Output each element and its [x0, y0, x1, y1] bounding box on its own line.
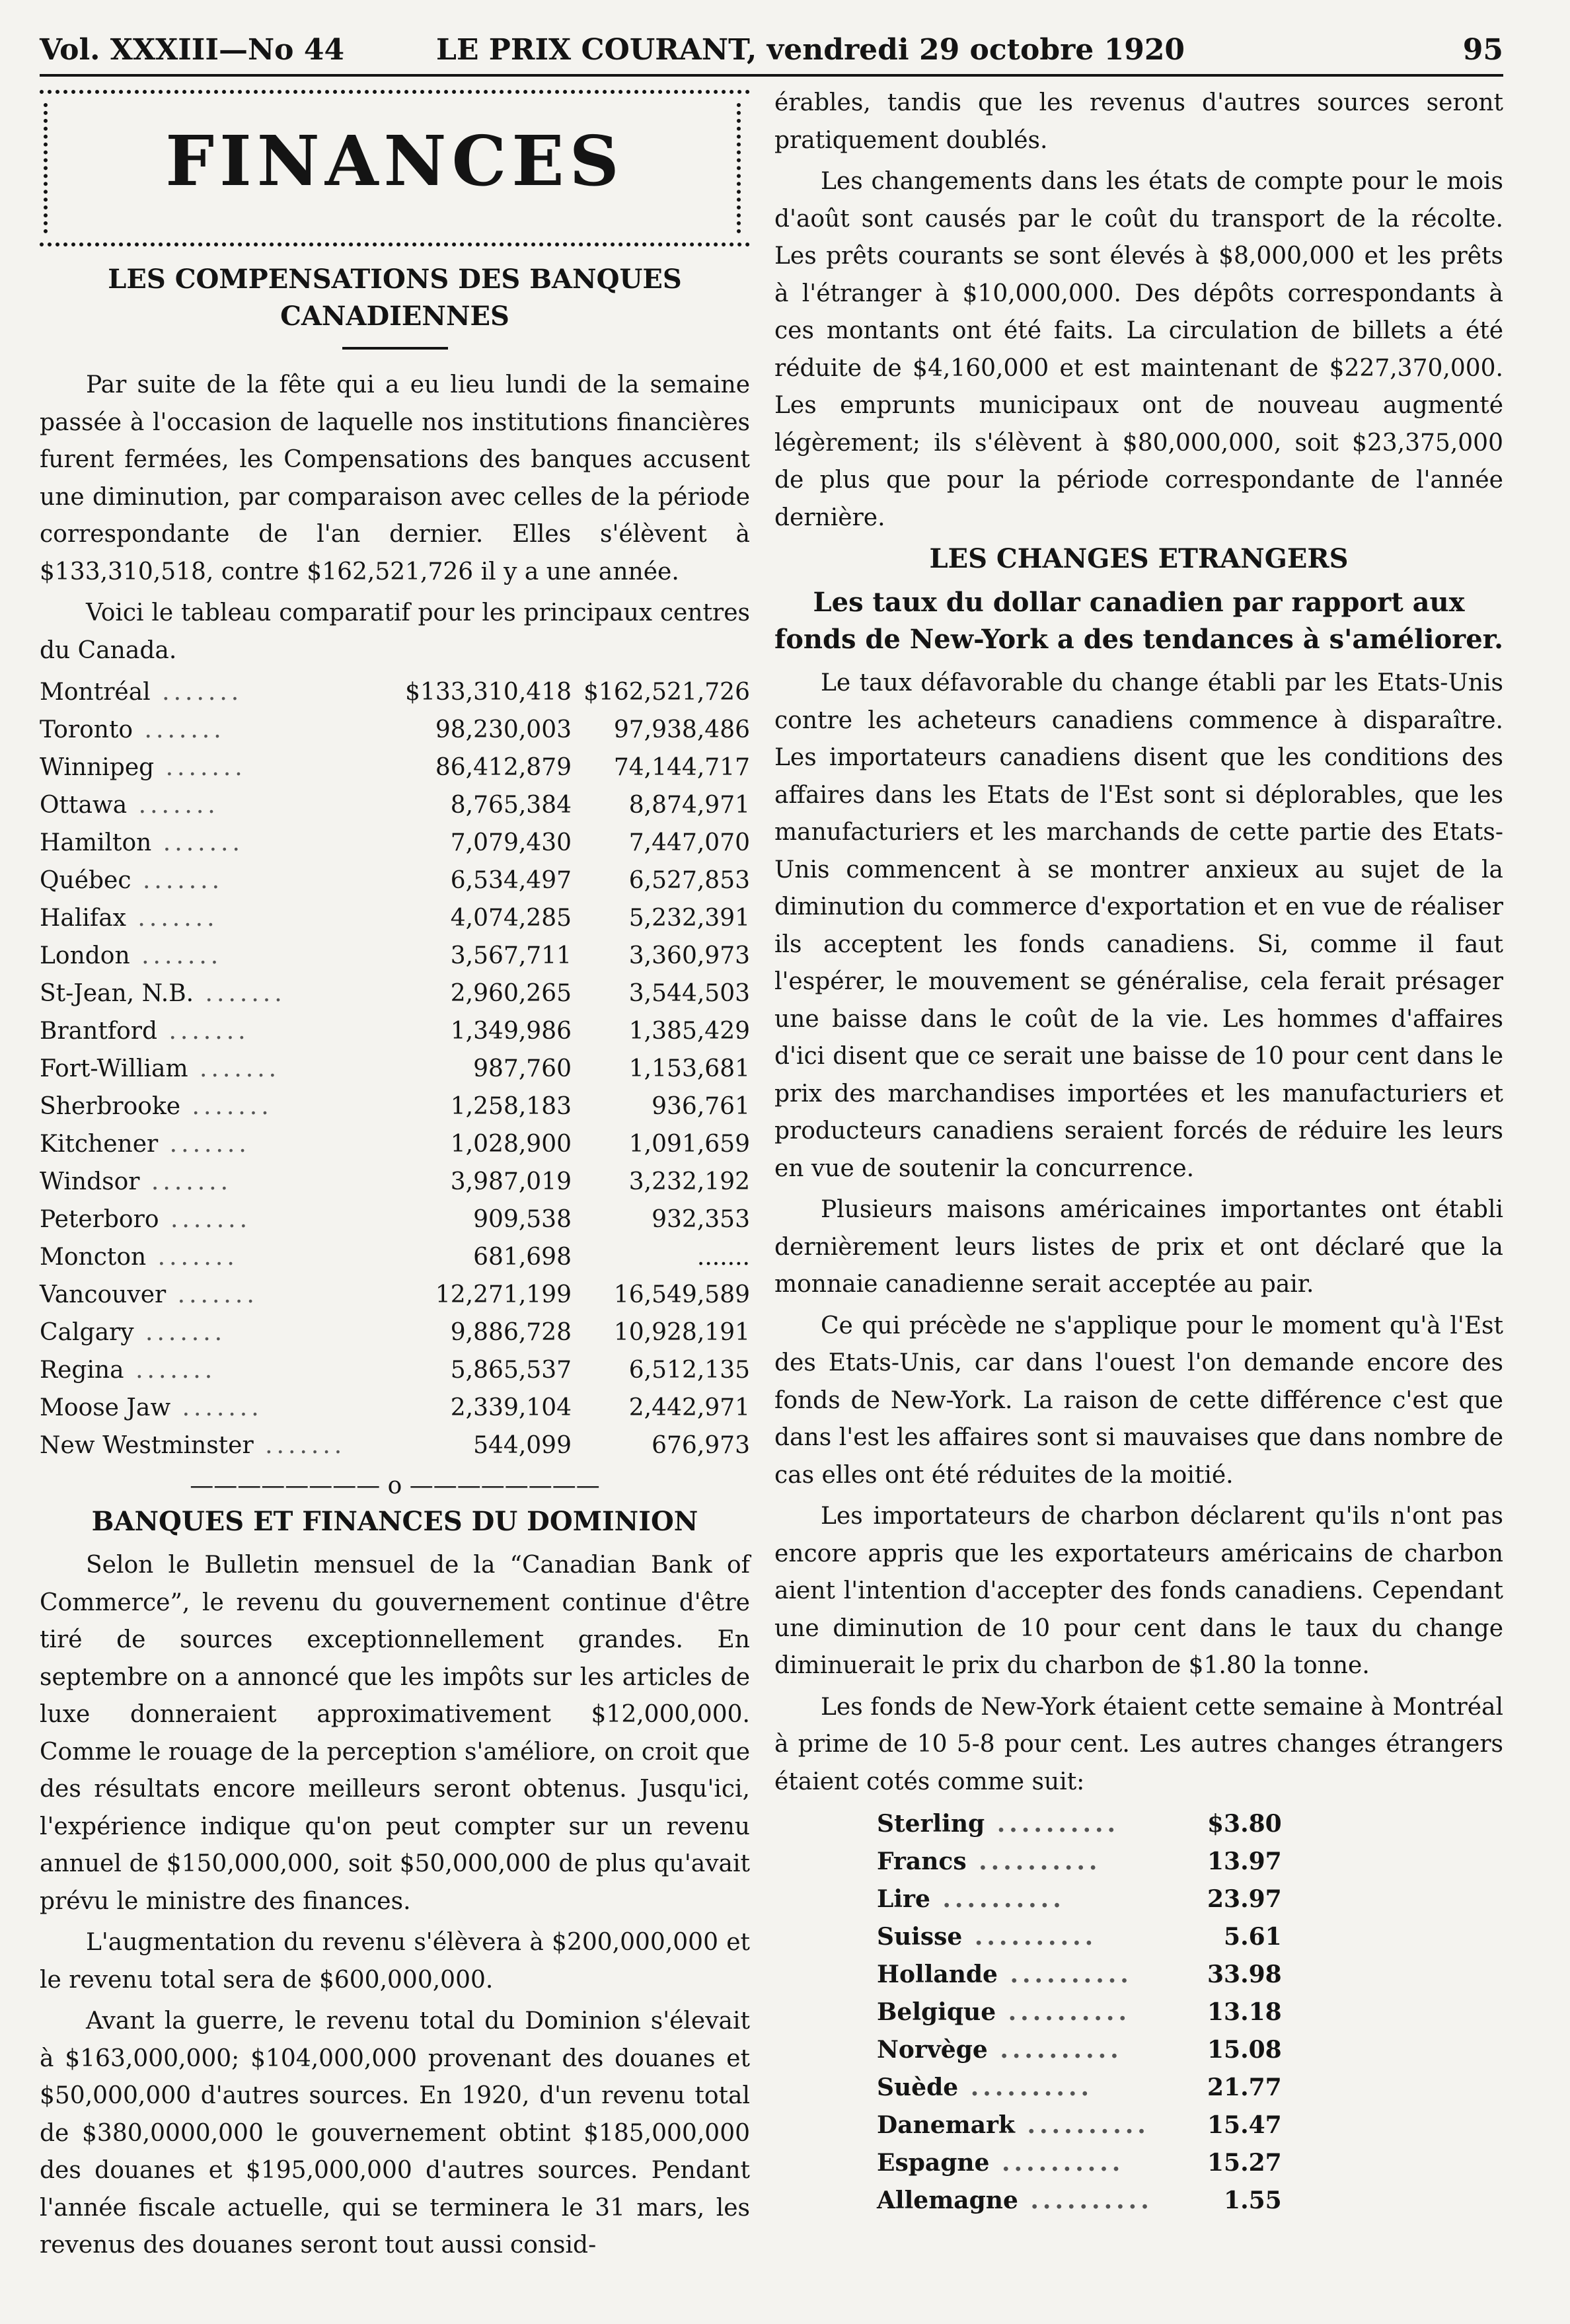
currency-name: Suisse: [877, 1922, 963, 1951]
finances-banner: [40, 90, 750, 246]
clearing-1919-value: 2,442,971: [628, 1394, 750, 1421]
exchange-rate-row: [877, 2106, 1282, 2144]
clearing-row: [40, 1314, 750, 1351]
city-name: Sherbrooke: [40, 1093, 181, 1120]
exchange-rate-row: [877, 1880, 1282, 1918]
clearing-1920-value: 3,987,019: [450, 1168, 572, 1195]
clearing-1920-value: 5,865,537: [450, 1357, 572, 1384]
clearing-1919-value: 1,385,429: [628, 1018, 750, 1045]
clearing-row: [40, 1238, 750, 1276]
city-cell: [40, 824, 396, 862]
clearing-1920-value: 544,099: [473, 1432, 572, 1459]
clearing-row: [40, 1163, 750, 1201]
clearing-row: [40, 1012, 750, 1050]
exchange-rate-row: [877, 1918, 1282, 1955]
clearing-1919-value: 936,761: [652, 1093, 750, 1120]
city-cell: [40, 1314, 396, 1351]
dot-leader: ..........: [966, 1847, 1102, 1875]
clearing-1919-value: $162,521,726: [583, 679, 750, 706]
currency-cell: [877, 2068, 1207, 2106]
city-cell: [40, 1012, 396, 1050]
city-name: Ottawa: [40, 792, 128, 819]
dot-leader: .......: [150, 679, 243, 706]
clearing-1920-value: 909,538: [473, 1206, 572, 1233]
clearing-1919-value: 10,928,191: [613, 1319, 750, 1346]
currency-cell: [877, 1842, 1207, 1880]
city-cell: [40, 749, 396, 786]
clearing-1919-value: 3,544,503: [628, 980, 750, 1007]
exchange-rate-value: 15.47: [1207, 2111, 1282, 2139]
article2-paragraph-4: Les changements dans les états de compte pour le mois d'août sont causés par le coût du transport de la récolte. Les prêts courants se sont élevés à $8,000,000 et les prêts à l'étranger à $10,000,000. Des dépôts correspondants à ces montants ont été faits. La circulation de billets a été réduite de $4,160,000 et est maintenant de $227,370,000. Les emprunts municipaux ont de nouveau augmenté légèrement; ils s'élèvent à $80,000,000, soit $23,375,000 de plus que pour la période correspondante de l'année dernière.: [774, 168, 1503, 531]
city-name: Brantford: [40, 1018, 158, 1045]
clearing-1919-value: 1,091,659: [628, 1131, 750, 1158]
page-header: [40, 32, 1503, 77]
section-separator: ———————— o ————————: [190, 1472, 600, 1499]
exchange-rate-value: 13.18: [1207, 1998, 1282, 2026]
city-name: Vancouver: [40, 1281, 167, 1308]
dot-leader: .......: [166, 1281, 258, 1308]
city-name: Regina: [40, 1357, 124, 1384]
clearing-1920-value: 1,349,986: [450, 1018, 572, 1045]
article3-paragraph-2: Plusieurs maisons américaines importantes ont établi dernièrement leurs listes de prix et ont déclaré que la monnaie canadienne serait acceptée au pair.: [774, 1196, 1503, 1298]
clearing-1919-value: 6,512,135: [628, 1357, 750, 1384]
exchange-rate-value: $3.80: [1207, 1809, 1282, 1838]
clearing-row: [40, 1276, 750, 1314]
dot-leader: ..........: [1018, 2186, 1153, 2214]
city-name: Halifax: [40, 905, 126, 932]
clearing-1920-value: 1,258,183: [450, 1093, 572, 1120]
exchange-rates-table: [877, 1805, 1282, 2219]
city-name: Toronto: [40, 716, 133, 743]
clearing-row: [40, 1389, 750, 1427]
exchange-rate-value: 13.97: [1207, 1847, 1282, 1875]
exchange-rate-value: 21.77: [1207, 2073, 1282, 2101]
exchange-rate-row: [877, 1842, 1282, 1880]
article2-paragraph-1: Selon le Bulletin mensuel de la “Canadian Bank of Commerce”, le revenu du gouvernement continue d'être tiré de sources exceptionnellement grandes. En septembre on a annoncé que les impôts sur les articles de luxe donneraient approximativement $12,000,000. Comme le rouage de la perception s'améliore, on croit que des résultats encore meilleurs seront obtenus. Jusqu'ici, l'expérience indique qu'on peut compter sur un revenu annuel de $150,000,000, soit $50,000,000 de plus qu'avait prévu le ministre des finances.: [40, 1552, 750, 1915]
currency-name: Allemagne: [877, 2186, 1018, 2214]
article3-paragraph-3: Ce qui précède ne s'applique pour le moment qu'à l'Est des Etats-Unis, car dans l'ouest l'on demande encore des fonds de New-York. La raison de cette différence c'est que dans l'est les affaires sont si mauvaises que dans nombre de cas elles ont été réduites de la moitié.: [774, 1312, 1503, 1489]
currency-cell: [877, 2106, 1207, 2144]
article3-title: LES CHANGES ETRANGERS: [929, 543, 1349, 574]
city-cell: [40, 1201, 396, 1238]
clearing-1920-value: 2,339,104: [450, 1394, 572, 1421]
clearing-1919-value: 932,353: [652, 1206, 750, 1233]
clearing-row: [40, 824, 750, 862]
city-name: St-Jean, N.B.: [40, 980, 194, 1007]
dot-leader: .......: [133, 716, 225, 743]
currency-cell: [877, 2181, 1207, 2219]
clearing-1919-value: 5,232,391: [628, 905, 750, 932]
clearing-1919-value: 676,973: [652, 1432, 750, 1459]
clearing-1920-value: 3,567,711: [450, 942, 572, 969]
city-cell: [40, 1389, 396, 1427]
dot-leader: .......: [154, 754, 246, 781]
city-name: Montréal: [40, 679, 151, 706]
clearing-row: [40, 1125, 750, 1163]
clearing-row: [40, 673, 750, 711]
clearings-table: [40, 673, 750, 1464]
currency-cell: [877, 1805, 1207, 1842]
page-number: 95: [1462, 33, 1503, 67]
currency-cell: [877, 1955, 1207, 1993]
clearing-1920-value: 8,765,384: [450, 792, 572, 819]
dot-leader: .......: [126, 905, 219, 932]
city-name: London: [40, 942, 130, 969]
clearing-row: [40, 862, 750, 899]
city-cell: [40, 937, 396, 975]
currency-cell: [877, 2031, 1207, 2068]
dot-leader: ..........: [985, 1809, 1120, 1838]
city-name: Fort-William: [40, 1055, 188, 1082]
clearing-1919-value: 3,232,192: [628, 1168, 750, 1195]
clearing-1920-value: 7,079,430: [450, 829, 572, 856]
currency-cell: [877, 1918, 1207, 1955]
article3-subtitle: Les taux du dollar canadien par rapport aux fonds de New-York a des tendances à s'améliorer.: [774, 587, 1504, 655]
article3-paragraph-4: Les importateurs de charbon déclarent qu'ils n'ont pas encore appris que les exportateurs américains de charbon aient l'intention d'accepter des fonds canadiens. Cependant une diminution de 10 pour cent dans le taux du change diminuerait le prix du charbon de $1.80 la tonne.: [774, 1503, 1503, 1679]
dot-leader: ..........: [987, 2035, 1123, 2064]
city-name: Québec: [40, 867, 131, 894]
dot-leader: .......: [131, 867, 224, 894]
dot-leader: .......: [253, 1432, 346, 1459]
dot-leader: .......: [127, 792, 219, 819]
dot-leader: .......: [139, 1168, 233, 1195]
clearing-row: [40, 899, 750, 937]
clearing-1919-value: 7,447,070: [628, 829, 750, 856]
exchange-rate-value: 23.97: [1207, 1885, 1282, 1913]
clearing-row: [40, 711, 750, 749]
article1-paragraph-2: Voici le tableau comparatif pour les principaux centres du Canada.: [40, 599, 750, 664]
clearing-1920-value: 4,074,285: [450, 905, 572, 932]
clearing-row: [40, 749, 750, 786]
city-cell: [40, 1088, 396, 1125]
exchange-rate-value: 15.08: [1207, 2035, 1282, 2064]
city-cell: [40, 862, 396, 899]
dot-leader: .......: [159, 1206, 252, 1233]
exchange-rate-value: 1.55: [1224, 2186, 1282, 2214]
clearing-1920-value: 98,230,003: [435, 716, 572, 743]
dot-leader: ..........: [962, 1922, 1098, 1951]
dot-leader: .......: [130, 942, 223, 969]
city-name: Kitchener: [40, 1131, 159, 1158]
currency-name: Danemark: [877, 2111, 1015, 2139]
clearing-1920-value: 12,271,199: [435, 1281, 572, 1308]
clearing-1919-value: 3,360,973: [628, 942, 750, 969]
article2-paragraph-2: L'augmentation du revenu s'élèvera à $200,000,000 et le revenu total sera de $600,000,000.: [40, 1929, 750, 1994]
article2-paragraph-3: Avant la guerre, le revenu total du Dominion s'élevait à $163,000,000; $104,000,000 provenant des douanes et $50,000,000 d'autres sources. En 1920, d'un revenu total de $380,0000,000 le gouvernement obtint $185,000,000 des douanes et $195,000,000 d'autres sources. Pendant l'année fiscale actuelle, qui se terminera le 31 mars, les revenus des douanes seront tout aussi consid-: [40, 2007, 750, 2259]
currency-name: Sterling: [877, 1809, 985, 1838]
city-cell: [40, 673, 396, 711]
city-cell: [40, 899, 396, 937]
dot-leader: .......: [180, 1093, 273, 1120]
clearing-1919-value: 97,938,486: [613, 716, 750, 743]
clearing-1920-value: 681,698: [473, 1244, 572, 1271]
dot-leader: .......: [188, 1055, 281, 1082]
clearing-row: [40, 1050, 750, 1088]
exchange-rate-value: 33.98: [1207, 1960, 1282, 1988]
dot-leader: .......: [194, 980, 286, 1007]
clearing-row: [40, 786, 750, 824]
dot-leader: .......: [170, 1394, 263, 1421]
exchange-rate-row: [877, 1805, 1282, 1842]
article2-paragraph-3-continued: érables, tandis que les revenus d'autres sources seront pratiquement doublés.: [774, 89, 1503, 154]
exchange-rate-row: [877, 2144, 1282, 2181]
clearing-1920-value: 1,028,900: [450, 1131, 572, 1158]
clearing-1920-value: $133,310,418: [405, 679, 572, 706]
currency-name: Suède: [877, 2073, 959, 2101]
city-cell: [40, 1238, 396, 1276]
article1-title: LES COMPENSATIONS DES BANQUES CANADIENNES: [108, 264, 682, 332]
city-name: Hamilton: [40, 829, 152, 856]
exchange-rate-value: 15.27: [1207, 2148, 1282, 2177]
dot-leader: .......: [151, 829, 244, 856]
city-cell: [40, 1163, 396, 1201]
clearing-1920-value: 6,534,497: [450, 867, 572, 894]
city-cell: [40, 975, 396, 1012]
right-column: [774, 85, 1503, 2219]
dot-leader: .......: [124, 1357, 217, 1384]
clearing-row: [40, 1088, 750, 1125]
dot-leader: ..........: [996, 1998, 1131, 2026]
exchange-rate-value: 5.61: [1224, 1922, 1282, 1951]
exchange-rate-row: [877, 2068, 1282, 2106]
dot-leader: ..........: [1014, 2111, 1150, 2139]
clearing-row: [40, 1201, 750, 1238]
currency-name: Espagne: [877, 2148, 990, 2177]
dot-leader: ..........: [997, 1960, 1133, 1988]
left-column: [40, 85, 750, 2268]
city-cell: [40, 1125, 396, 1163]
dot-leader: .......: [158, 1131, 250, 1158]
clearing-1920-value: 2,960,265: [450, 980, 572, 1007]
currency-name: Hollande: [877, 1960, 998, 1988]
exchange-rate-row: [877, 2181, 1282, 2219]
city-name: Moose Jaw: [40, 1394, 171, 1421]
clearing-row: [40, 937, 750, 975]
currency-cell: [877, 2144, 1207, 2181]
article3-paragraph-1: Le taux défavorable du change établi par les Etats-Unis contre les acheteurs canadiens commence à disparaître. Les importateurs canadiens disent que les conditions des affaires dans les Etats de l'Est sont si déplorables, que les manufacturiers et les marchands de cette partie des Etats-Unis commencent à se montrer anxieux au sujet de la diminution du commerce d'exportation et en vue de réaliser ils acceptent les fonds canadiens. Si, comme il faut l'espérer, le mouvement se généralise, cela ferait présager une baisse dans le coût de la vie. Les hommes d'affaires d'ici disent que ce serait une baisse de 10 pour cent dans le prix des marchandises importées et les manufacturiers et producteurs canadiens seraient forcés de réduire les leurs en vue de soutenir la concurrence.: [774, 669, 1503, 1182]
city-name: Windsor: [40, 1168, 140, 1195]
city-cell: [40, 786, 396, 824]
city-name: Peterboro: [40, 1206, 159, 1233]
title-rule: [342, 347, 448, 350]
currency-cell: [877, 1880, 1207, 1918]
publication-title: LE PRIX COURANT, vendredi 29 octobre 1920: [436, 33, 1185, 67]
city-cell: [40, 1427, 396, 1464]
exchange-rate-row: [877, 1955, 1282, 1993]
article1-paragraph-1: Par suite de la fête qui a eu lieu lundi de la semaine passée à l'occasion de laquelle nos institutions financières furent fermées, les Compensations des banques accusent une diminution, par comparaison avec celles de la période correspondante de l'an dernier. Elles s'élèvent à $133,310,518, contre $162,521,726 il y a une année.: [40, 371, 750, 585]
clearing-1920-value: 86,412,879: [435, 754, 572, 781]
currency-name: Belgique: [877, 1998, 996, 2026]
clearing-row: [40, 1427, 750, 1464]
volume-number: Vol. XXXIII—No 44: [40, 33, 345, 67]
city-cell: [40, 1050, 396, 1088]
dot-leader: .......: [157, 1018, 250, 1045]
article3-paragraph-5: Les fonds de New-York étaient cette semaine à Montréal à prime de 10 5-8 pour cent. Les autres changes étrangers étaient cotés comme suit:: [774, 1693, 1503, 1795]
clearing-row: [40, 1351, 750, 1389]
clearing-1919-value: 6,527,853: [628, 867, 750, 894]
exchange-rate-row: [877, 2031, 1282, 2068]
currency-name: Lire: [877, 1885, 930, 1913]
clearing-1920-value: 9,886,728: [450, 1319, 572, 1346]
clearing-1919-value: 8,874,971: [628, 792, 750, 819]
dot-leader: ..........: [989, 2148, 1125, 2177]
dot-leader: ..........: [958, 2073, 1094, 2101]
clearing-1919-value: 74,144,717: [613, 754, 750, 781]
city-name: New Westminster: [40, 1432, 254, 1459]
currency-name: Francs: [877, 1847, 967, 1875]
dot-leader: .......: [133, 1319, 227, 1346]
dot-leader: ..........: [930, 1885, 1065, 1913]
clearing-1919-value: 16,549,589: [613, 1281, 750, 1308]
article2-title: BANQUES ET FINANCES DU DOMINION: [91, 1506, 698, 1537]
clearing-1919-value: .......: [696, 1244, 750, 1271]
city-name: Winnipeg: [40, 754, 155, 781]
currency-name: Norvège: [877, 2035, 988, 2064]
city-name: Moncton: [40, 1244, 147, 1271]
clearing-1920-value: 987,760: [473, 1055, 572, 1082]
separator-mark: o: [387, 1472, 402, 1499]
clearing-1919-value: 1,153,681: [628, 1055, 750, 1082]
exchange-rate-row: [877, 1993, 1282, 2031]
clearing-row: [40, 975, 750, 1012]
currency-cell: [877, 1993, 1207, 2031]
city-name: Calgary: [40, 1319, 134, 1346]
city-cell: [40, 1351, 396, 1389]
city-cell: [40, 1276, 396, 1314]
dot-leader: .......: [146, 1244, 239, 1271]
city-cell: [40, 711, 396, 749]
section-title: FINANCES: [165, 120, 624, 202]
